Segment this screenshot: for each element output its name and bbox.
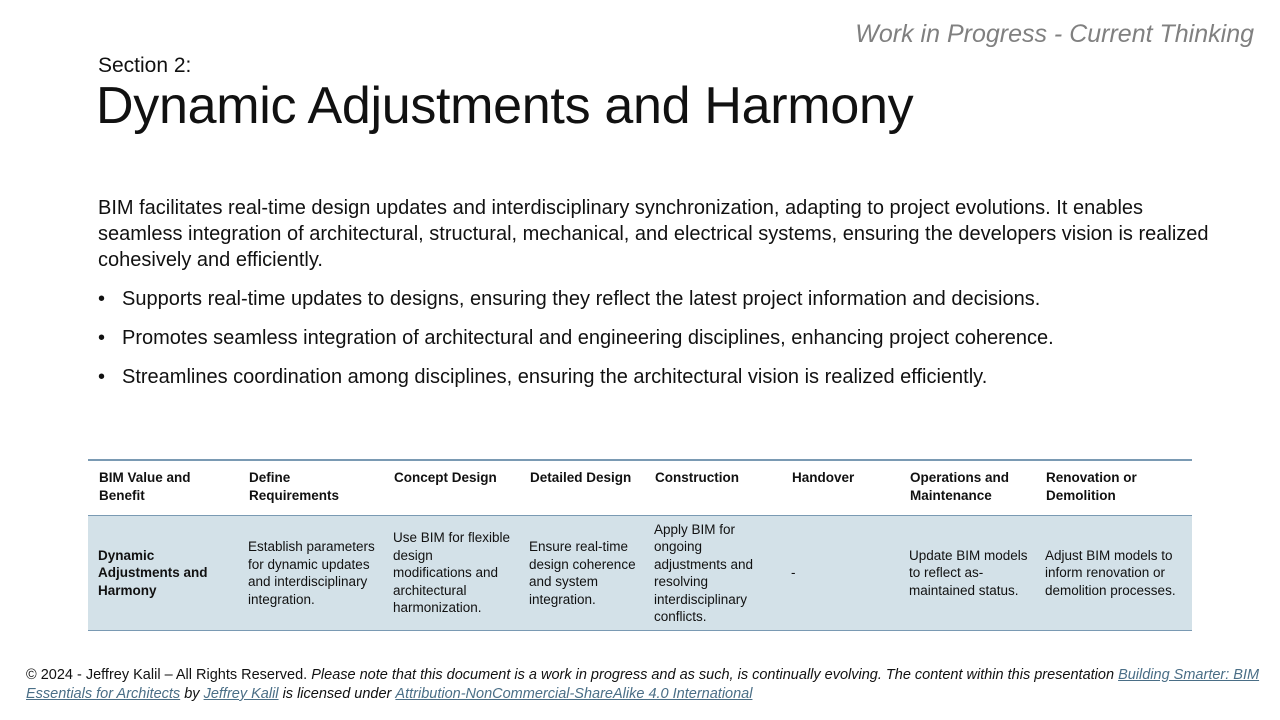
table-cell: Establish parameters for dynamic updates and interdisciplinary integration. bbox=[248, 539, 375, 607]
footer-license bbox=[26, 666, 1261, 704]
table-row-header: Dynamic Adjustments and Harmony bbox=[98, 547, 208, 598]
license-link[interactable]: Attribution-NonCommercial-ShareAlike 4.0 International bbox=[395, 686, 753, 702]
table-header-row bbox=[88, 460, 1192, 516]
work-title-link[interactable]: Building Smarter: BIM Essentials for Architects bbox=[26, 667, 1260, 702]
intro-paragraph: BIM facilitates real-time design updates and interdisciplinary synchronization, adapting to project evolutions. It enables seamless integration of architectural, structural, mechanical, and electrical systems, ensuring the developers vision is realized cohesively and efficiently. bbox=[98, 197, 1209, 271]
bullet-list bbox=[98, 286, 1248, 403]
table-header-cell: Handover bbox=[781, 460, 899, 516]
bullet-text: Supports real-time updates to designs, ensuring they reflect the latest project information and decisions. bbox=[122, 288, 1041, 310]
table-header-cell: Define Requirements bbox=[238, 460, 383, 516]
table-header-cell: BIM Value and Benefit bbox=[88, 460, 238, 516]
licensed-text: is licensed under bbox=[282, 686, 392, 702]
bullet-item bbox=[98, 364, 1248, 390]
bim-lifecycle-table bbox=[88, 459, 1192, 631]
page-title: Dynamic Adjustments and Harmony bbox=[96, 77, 914, 135]
bullet-text: Streamlines coordination among disciplines, ensuring the architectural vision is realized efficiently. bbox=[122, 366, 988, 388]
table-cell: Apply BIM for ongoing adjustments and resolving interdisciplinary conflicts. bbox=[654, 521, 754, 624]
table-header-cell: Construction bbox=[644, 460, 781, 516]
table-header-cell: Detailed Design bbox=[519, 460, 644, 516]
bullet-text: Promotes seamless integration of architectural and engineering disciplines, enhancing project coherence. bbox=[122, 327, 1054, 349]
table-header-cell: Concept Design bbox=[383, 460, 519, 516]
table-cell: Adjust BIM models to inform renovation or demolition processes. bbox=[1045, 547, 1176, 598]
work-in-progress-label: Work in Progress - Current Thinking bbox=[855, 20, 1254, 48]
bullet-marker: • bbox=[98, 288, 106, 310]
copyright-text: © 2024 - Jeffrey Kalil – All Rights Reserved. bbox=[26, 667, 308, 683]
author-link[interactable]: Jeffrey Kalil bbox=[203, 686, 279, 702]
by-text: by bbox=[184, 686, 200, 702]
table-header-cell: Renovation or Demolition bbox=[1035, 460, 1192, 516]
table-header-cell: Operations and Maintenance bbox=[899, 460, 1035, 516]
section-label: Section 2: bbox=[98, 54, 192, 77]
bullet-item bbox=[98, 325, 1248, 351]
notice-text: Please note that this document is a work in progress and as such, is continually evolving. The content within this presentation bbox=[311, 667, 1115, 683]
table-cell: Update BIM models to reflect as-maintained status. bbox=[909, 547, 1028, 598]
table-cell: Ensure real-time design coherence and system integration. bbox=[529, 539, 636, 607]
table-row bbox=[88, 516, 1192, 631]
bullet-item bbox=[98, 286, 1248, 312]
table-cell: Use BIM for flexible design modifications and architectural harmonization. bbox=[393, 530, 511, 616]
bullet-marker: • bbox=[98, 366, 106, 388]
table-cell: - bbox=[791, 565, 796, 581]
bullet-marker: • bbox=[98, 327, 106, 349]
